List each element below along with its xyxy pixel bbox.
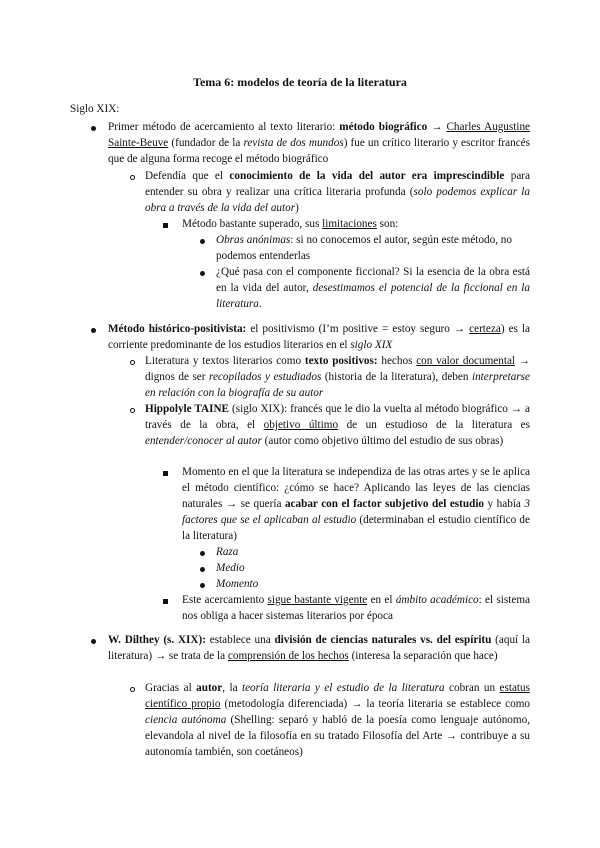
square-bullet-marker xyxy=(163,599,168,604)
sub-bullet-marker xyxy=(130,408,135,413)
sub-bullet-marker xyxy=(130,360,135,365)
sub-bullet-marker xyxy=(130,687,135,692)
sub-bullet-estatus-cientifico: Gracias al autor, la teoría literaria y el estudio de la literatura cobran un estatus científico propio (metodología diferenciada) → la teoría literaria se establece como ciencia autónoma (Shelling: separó y habló de la poesía como lenguaje autónomo, elevandola al nivel de la filosofía en su tratado Filosofía del Arte → contribuye a su autonomía también, son coetáneos) xyxy=(145,682,530,758)
factor-momento: Momento xyxy=(216,578,259,590)
bullet-historico-positivista: Método histórico-positivista: el positivismo (I’m positive = estoy seguro → certeza) es la corriente predominante de los estudios literarios en el siglo XIX xyxy=(108,323,531,351)
square-bullet-marker xyxy=(163,223,168,228)
item-obras-anonimas: Obras anónimas: si no conocemos el autor, según este método, no podemos entenderlas xyxy=(216,234,512,262)
sub-bullet-marker xyxy=(130,175,135,180)
page-title: Tema 6: modelos de teoría de la literatura xyxy=(193,75,407,89)
factor-raza: Raza xyxy=(216,546,239,558)
bullet-biografico: Primer método de acercamiento al texto literario: método biográfico → Charles Augustine Sainte-Beuve (fundador de la revista de dos mundos) fue un crítico literario y escritor francés que de alguna forma recoge el método biográfico xyxy=(108,121,531,165)
item-acercamiento-vigente: Este acercamiento sigue bastante vigente en el ámbito académico: el sistema nos obliga a hacer sistemas literarios por época xyxy=(182,594,530,622)
bullet-marker xyxy=(91,639,96,644)
bullet-marker xyxy=(91,328,96,333)
bullet-marker xyxy=(200,551,205,556)
bullet-dilthey: W. Dilthey (s. XIX): establece una división de ciencias naturales vs. del espíritu (aquí la literatura) → se trata de la comprensión de los hechos (interesa la separación que hace) xyxy=(108,634,530,662)
square-bullet-marker xyxy=(163,471,168,476)
factor-medio: Medio xyxy=(216,562,245,574)
item-metodo-cientifico: Momento en el que la literatura se independiza de las otras artes y se le aplica el método científico: ¿cómo se hace? Aplicando las leyes de las ciencias naturales → se quería acabar con el factor subjetivo del estudio y había 3 factores que se el aplicaban al estudio (determinaban el estudio científico de la literatura) xyxy=(182,466,531,542)
bullet-marker xyxy=(200,271,205,276)
bullet-marker xyxy=(200,583,205,588)
sub-bullet-textos-positivos: Literatura y textos literarios como texto positivos: hechos con valor documental → dignos de ser recopilados y estudiados (historia de la literatura), deben interpretarse en relación con la biografía de su autor xyxy=(145,355,530,399)
sub-bullet-taine: Hippolyle TAINE (siglo XIX): francés que le dio la vuelta al método biográfico → a través de la obra, el objetivo último de un estudioso de la literatura es entender/conocer al autor (autor como objetivo último del estudio de sus obras) xyxy=(145,403,530,447)
item-componente-ficcional: ¿Qué pasa con el componente ficcional? Si la esencia de la obra está en la vida del autor, desestimamos el potencial de la ficcional en la literatura. xyxy=(216,266,530,310)
item-limitaciones: Método bastante superado, sus limitaciones son: xyxy=(182,218,399,230)
bullet-marker xyxy=(200,239,205,244)
sub-bullet-conocimiento: Defendía que el conocimiento de la vida del autor era imprescindible para entender su obra y realizar una crítica literaria profunda (solo podemos explicar la obra a través de la vida del autor) xyxy=(145,170,531,214)
bullet-marker xyxy=(91,126,96,131)
section-label: Siglo XIX: xyxy=(70,103,120,115)
bullet-marker xyxy=(200,567,205,572)
